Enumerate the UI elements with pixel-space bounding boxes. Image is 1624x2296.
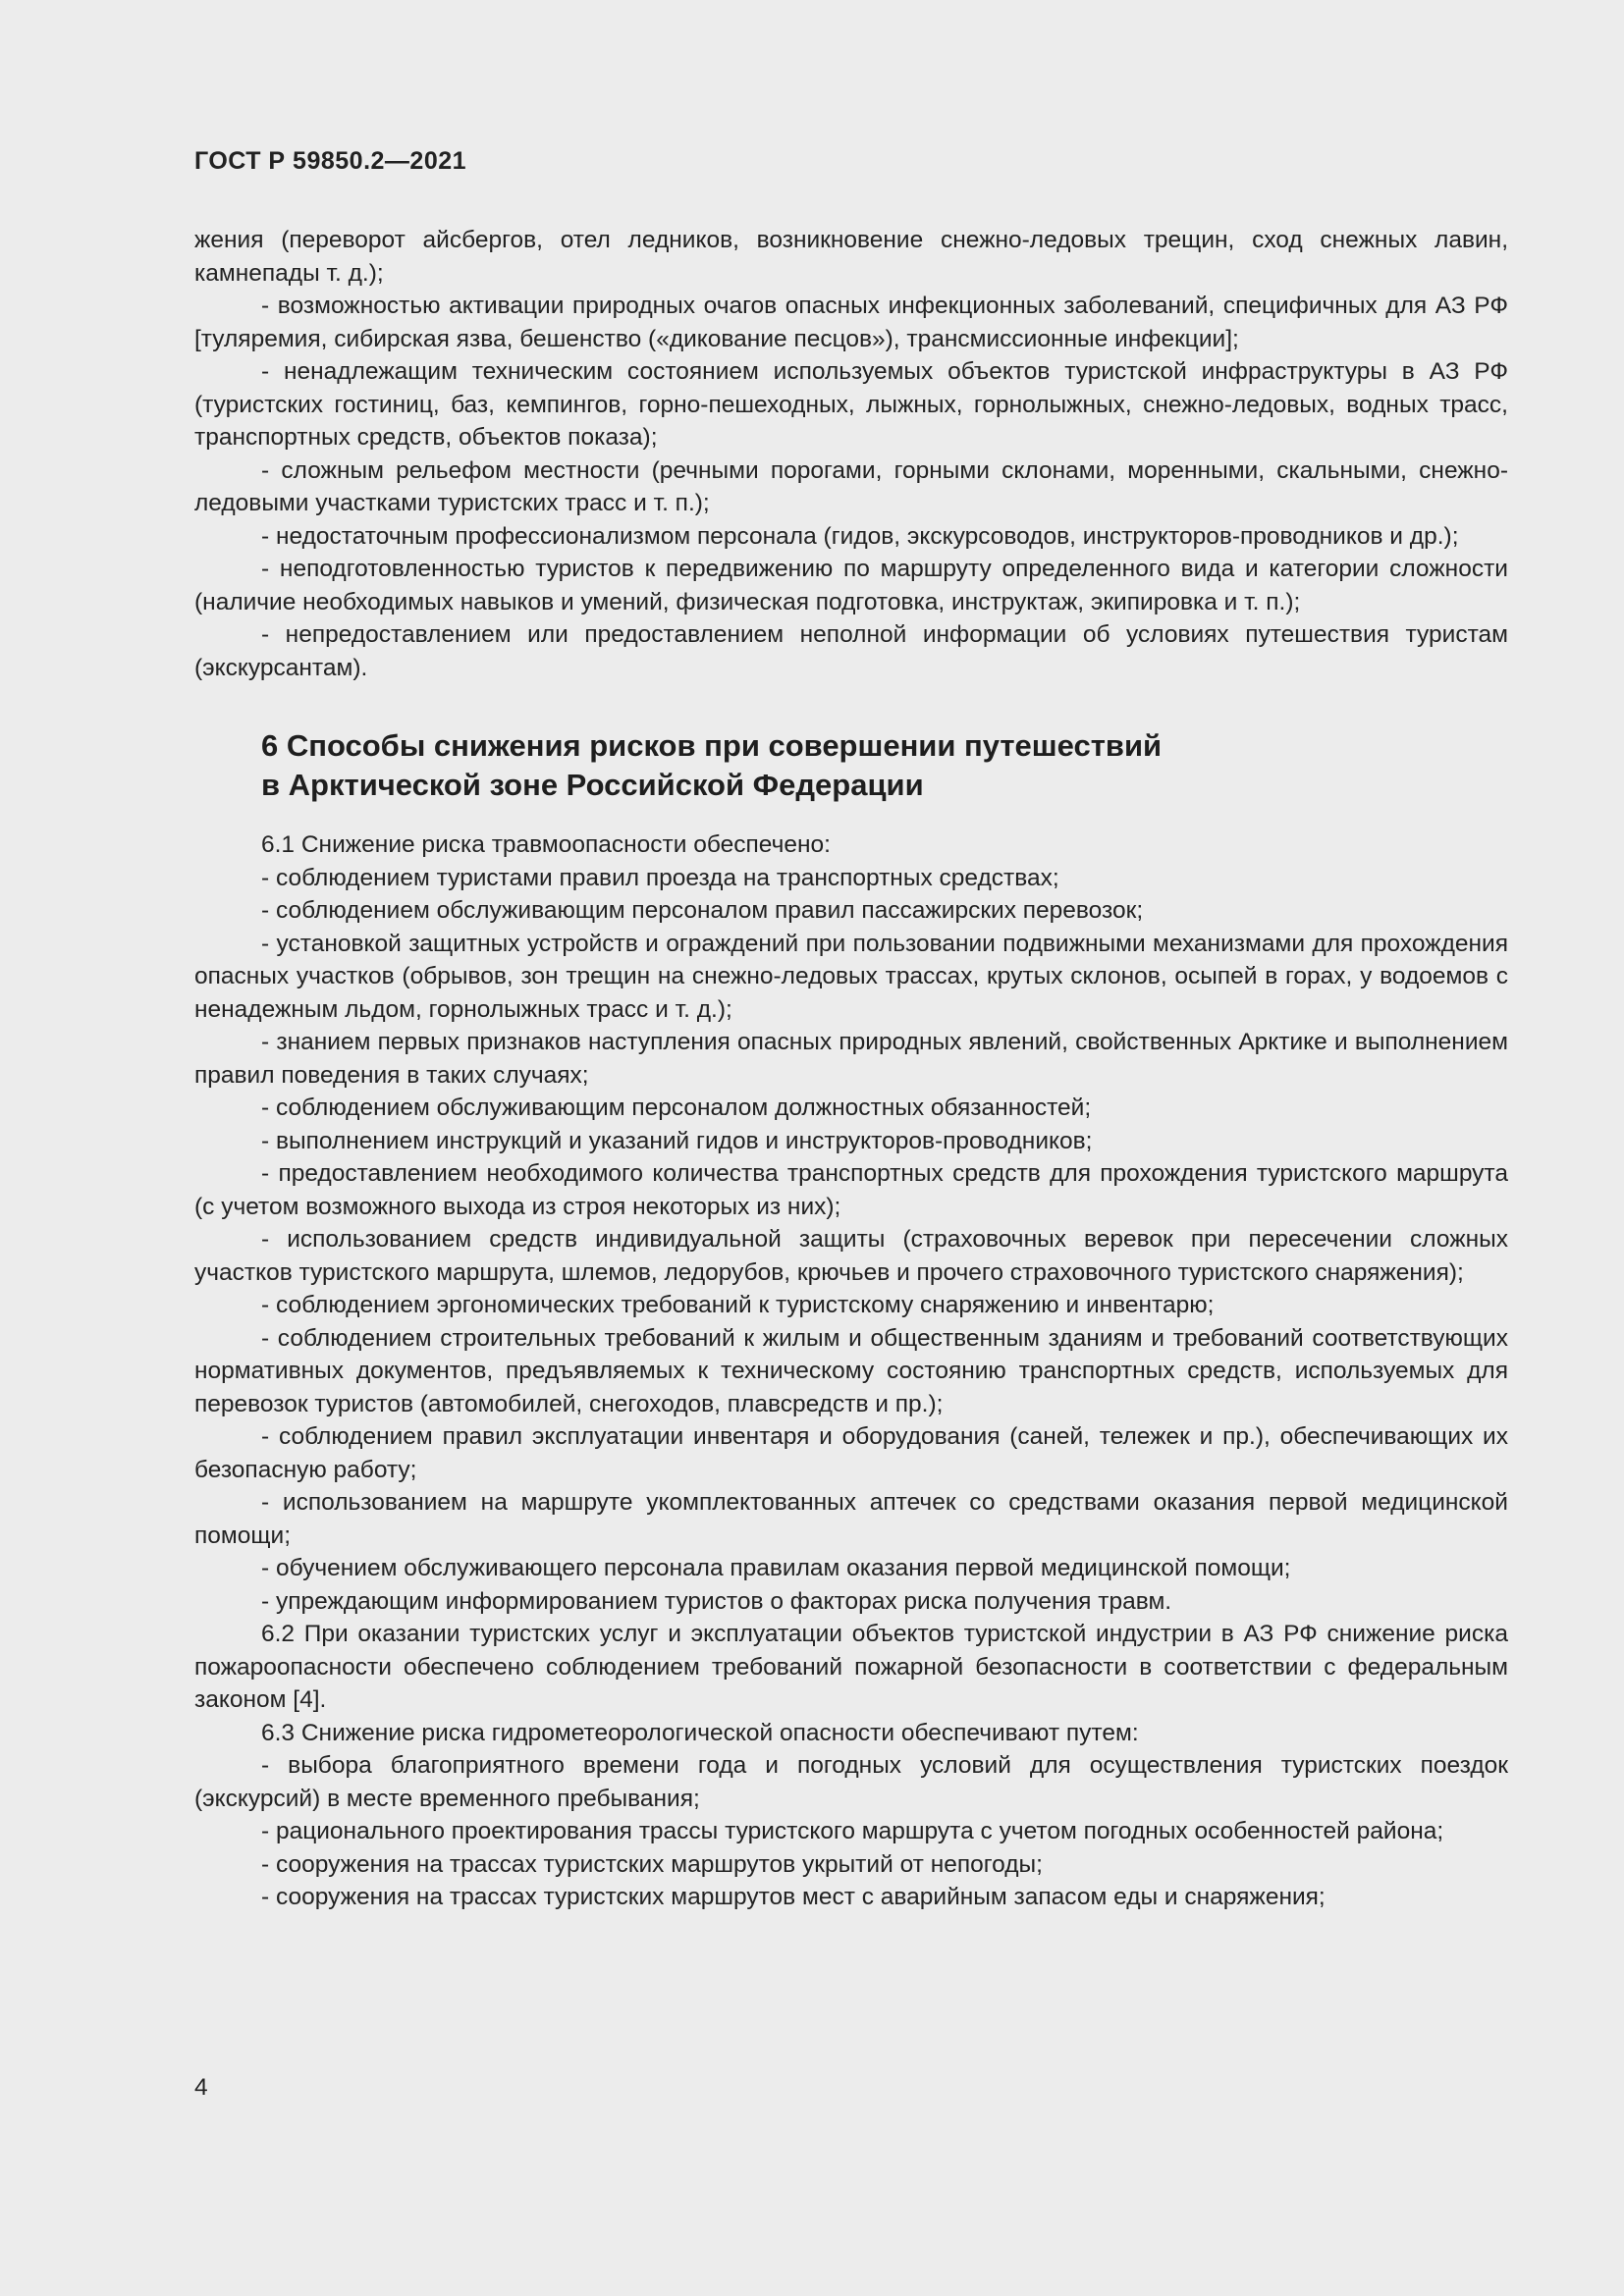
list-item: - возможностью активации природных очагов опасных инфекционных заболеваний, специфичных для АЗ РФ [туляремия, сибирская язва, бешенство («дикование песцов»), трансмиссионные инфекции];	[194, 293, 1508, 352]
clause-paragraph: 6.2 При оказании туристских услуг и эксплуатации объектов туристской индустрии в АЗ РФ снижение риска пожароопасности обеспечено соблюдением требований пожарной безопасности в соответствии с федеральным законом [4].	[194, 1621, 1508, 1713]
list-item: - выполнением инструкций и указаний гидов и инструкторов-проводников;	[261, 1127, 1093, 1154]
list-item: - соблюдением обслуживающим персоналом правил пассажирских перевозок;	[261, 897, 1144, 924]
list-item: - неподготовленностью туристов к передвижению по маршруту определенного вида и категории сложности (наличие необходимых навыков и умений, физическая подготовка, инструктаж, экипировка и т. п.);	[194, 556, 1508, 615]
list-item: - установкой защитных устройств и ограждений при пользовании подвижными механизмами для прохождения опасных участков (обрывов, зон трещин на снежно-ледовых трассах, крутых склонов, осыпей в горах, у водоемов с ненадежным льдом, горнолыжных трасс и т. д.);	[194, 930, 1508, 1023]
list-item: - сложным рельефом местности (речными порогами, горными склонами, моренными, скальными, снежно-ледовыми участками туристских трасс и т. п.);	[194, 456, 1508, 516]
list-item: - соблюдением правил эксплуатации инвентаря и оборудования (саней, тележек и пр.), обеспечивающих их безопасную работу;	[194, 1423, 1508, 1483]
list-item: - соблюдением эргономических требований к туристскому снаряжению и инвентарю;	[261, 1292, 1215, 1318]
list-item: - выбора благоприятного времени года и погодных условий для осуществления туристских поездок (экскурсий) в месте временного пребывания;	[194, 1752, 1508, 1812]
clause-heading: 6.1 Снижение риска травмоопасности обеспечено:	[261, 831, 831, 858]
page-number: 4	[194, 2074, 208, 2101]
list-item: - использованием средств индивидуальной защиты (страховочных веревок при пересечении сложных участков туристского маршрута, шлемов, ледорубов, крючьев и прочего страховочного туристского снаряжения);	[194, 1226, 1508, 1286]
paragraph: жения (переворот айсбергов, отел ледников, возникновение снежно-ледовых трещин, сход снежных лавин, камнепады т. д.);	[194, 227, 1508, 287]
list-item: - соблюдением строительных требований к жилым и общественным зданиям и требований соответствующих нормативных документов, предъявляемых к техническому состоянию транспортных средств, используемых для перевозок туристов (автомобилей, снегоходов, плавсредств и пр.);	[194, 1324, 1508, 1417]
list-item: - соблюдением обслуживающим персоналом должностных обязанностей;	[261, 1095, 1092, 1121]
list-item: - использованием на маршруте укомплектованных аптечек со средствами оказания первой медицинской помощи;	[194, 1489, 1508, 1549]
section-title	[261, 726, 1508, 805]
document-header: ГОСТ Р 59850.2—2021	[194, 147, 467, 175]
list-item: - сооружения на трассах туристских маршрутов укрытий от непогоды;	[261, 1850, 1043, 1878]
list-item: - недостаточным профессионализмом персонала (гидов, экскурсоводов, инструкторов-проводников и др.);	[261, 522, 1459, 550]
list-item: - непредоставлением или предоставлением неполной информации об условиях путешествия туристам (экскурсантам).	[194, 621, 1508, 681]
list-item: - знанием первых признаков наступления опасных природных явлений, свойственных Арктике и выполнением правил поведения в таких случаях;	[194, 1029, 1508, 1089]
list-item: - предоставлением необходимого количества транспортных средств для прохождения туристского маршрута (с учетом возможного выхода из строя некоторых из них);	[194, 1160, 1508, 1220]
list-item: - соблюдением туристами правил проезда на транспортных средствах;	[261, 864, 1059, 891]
list-item: - упреждающим информированием туристов о факторах риска получения травм.	[261, 1587, 1172, 1615]
document-body	[194, 224, 1508, 1914]
list-item: - обучением обслуживающего персонала правилам оказания первой медицинской помощи;	[261, 1555, 1291, 1581]
clause-heading: 6.3 Снижение риска гидрометеорологической опасности обеспечивают путем:	[261, 1719, 1139, 1746]
list-item: - ненадлежащим техническим состоянием используемых объектов туристской инфраструктуры в АЗ РФ (туристских гостиниц, баз, кемпингов, горно-пешеходных, лыжных, горнолыжных, снежно-ледовых, водных трасс, транспортных средств, объектов показа);	[194, 358, 1508, 451]
section-title-line: в Арктической зоне Российской Федерации	[261, 768, 924, 802]
list-item: - рационального проектирования трассы туристского маршрута с учетом погодных особенностей района;	[261, 1818, 1444, 1844]
list-item: - сооружения на трассах туристских маршрутов мест с аварийным запасом еды и снаряжения;	[261, 1884, 1326, 1910]
section-title-line: 6 Способы снижения рисков при совершении путешествий	[261, 728, 1163, 763]
